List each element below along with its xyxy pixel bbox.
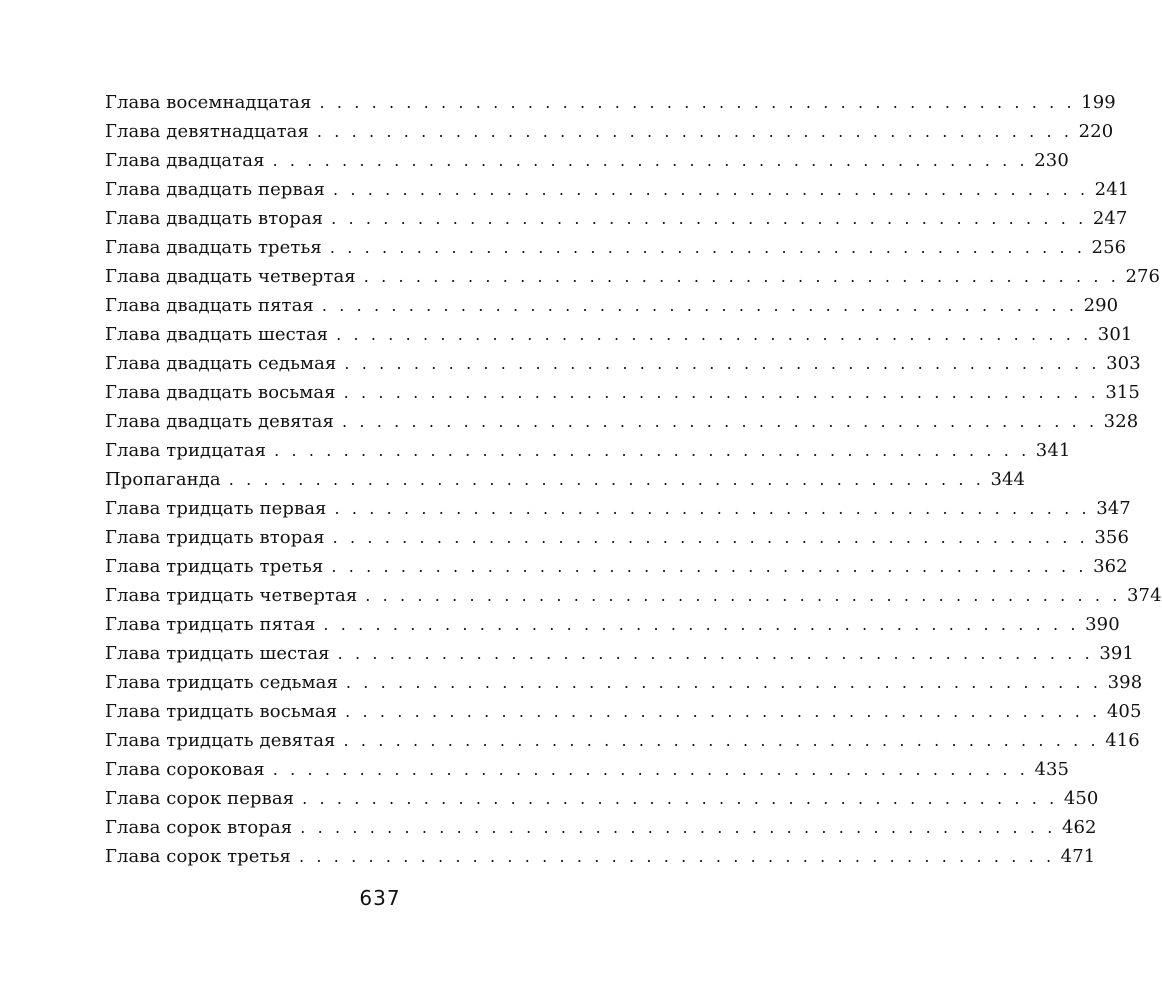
dot-leader: . . . . . . . . . . . . . . . . . . . . . . . . . . . . . . . . . . . . . . . . . . . . <box>331 557 1088 576</box>
toc-entry-page: 405 <box>1106 701 1142 722</box>
toc-entry-page: 220 <box>1078 121 1114 142</box>
toc-entry[interactable] <box>105 494 1131 523</box>
toc-entry-page: 303 <box>1106 353 1141 374</box>
toc-entry[interactable] <box>105 842 1096 871</box>
toc-entry-title: Глава двадцать восьмая <box>105 382 336 403</box>
toc-entry-page: 390 <box>1085 614 1120 635</box>
page-number: 637 <box>359 886 401 910</box>
dot-leader: . . . . . . . . . . . . . . . . . . . . . . . . . . . . . . . . . . . . . . . . . . . . <box>334 499 1091 518</box>
dot-leader: . . . . . . . . . . . . . . . . . . . . . . . . . . . . . . . . . . . . . . . . . . . . <box>345 673 1102 692</box>
toc-entry-page: 241 <box>1094 179 1130 200</box>
toc-entry-page: 341 <box>1035 440 1071 461</box>
toc-entry-page: 344 <box>990 469 1026 490</box>
toc-entry-page: 398 <box>1107 672 1143 693</box>
dot-leader: . . . . . . . . . . . . . . . . . . . . . . . . . . . . . . . . . . . . . . . . . . . . <box>332 528 1089 547</box>
toc-entry-page: 356 <box>1094 527 1130 548</box>
toc-entry-page: 328 <box>1103 411 1139 432</box>
toc-entry-title: Глава тридцать вторая <box>105 527 325 548</box>
toc-entry-title: Пропаганда <box>105 469 221 490</box>
toc-entry[interactable] <box>105 668 1143 697</box>
toc-entry-page: 362 <box>1093 556 1128 577</box>
toc-entry[interactable] <box>105 813 1097 842</box>
toc-entry[interactable] <box>105 465 1026 494</box>
dot-leader: . . . . . . . . . . . . . . . . . . . . . . . . . . . . . . . . . . . . . . . . . . . . <box>341 412 1098 431</box>
toc-entry-page: 391 <box>1099 643 1134 664</box>
toc-entry-page: 290 <box>1083 295 1119 316</box>
toc-entry-title: Глава двадцать пятая <box>105 295 314 316</box>
toc-entry-title: Глава тридцать шестая <box>105 643 330 664</box>
toc-entry-page: 230 <box>1034 150 1069 171</box>
dot-leader: . . . . . . . . . . . . . . . . . . . . . . . . . . . . . . . . . . . . . . . . . . . . <box>302 789 1058 808</box>
dot-leader: . . . . . . . . . . . . . . . . . . . . . . . . . . . . . . . . . . . . . . . . . . . . <box>336 325 1092 344</box>
dot-leader: . . . . . . . . . . . . . . . . . . . . . . . . . . . . . . . . . . . . . . . . . . . . <box>329 238 1086 257</box>
toc-entry-page: 347 <box>1096 498 1131 519</box>
dot-leader: . . . . . . . . . . . . . . . . . . . . . . . . . . . . . . . . . . . . . . . . . . . . <box>274 441 1030 460</box>
toc-entry-page: 450 <box>1063 788 1099 809</box>
dot-leader: . . . . . . . . . . . . . . . . . . . . . . . . . . . . . . . . . . . . . . . . . . . . <box>228 470 985 489</box>
dot-leader: . . . . . . . . . . . . . . . . . . . . . . . . . . . . . . . . . . . . . . . . . . . . <box>343 731 1100 750</box>
toc-entry-page: 374 <box>1126 585 1162 606</box>
toc-entry-page: 416 <box>1105 730 1140 751</box>
toc-entry[interactable] <box>105 320 1133 349</box>
toc-entry-title: Глава сорок первая <box>105 788 295 809</box>
toc-entry[interactable] <box>105 378 1140 407</box>
toc-entry-title: Глава двадцать третья <box>105 237 322 258</box>
toc-entry[interactable] <box>105 407 1139 436</box>
toc-entry-page: 247 <box>1092 208 1128 229</box>
toc-entry-title: Глава двадцать шестая <box>105 324 329 345</box>
toc-entry-title: Глава тридцать пятая <box>105 614 316 635</box>
toc-entry[interactable] <box>105 639 1134 668</box>
dot-leader: . . . . . . . . . . . . . . . . . . . . . . . . . . . . . . . . . . . . . . . . . . . . <box>363 267 1120 286</box>
dot-leader: . . . . . . . . . . . . . . . . . . . . . . . . . . . . . . . . . . . . . . . . . . . . <box>272 151 1029 170</box>
toc-entry[interactable] <box>105 233 1127 262</box>
toc-entry-title: Глава тридцать восьмая <box>105 701 338 722</box>
toc-entry-title: Глава тридцать девятая <box>105 730 336 751</box>
toc-entry-title: Глава двадцать первая <box>105 179 325 200</box>
dot-leader: . . . . . . . . . . . . . . . . . . . . . . . . . . . . . . . . . . . . . . . . . . . . <box>321 296 1078 315</box>
dot-leader: . . . . . . . . . . . . . . . . . . . . . . . . . . . . . . . . . . . . . . . . . . . . <box>337 644 1094 663</box>
toc-entry[interactable] <box>105 581 1162 610</box>
toc-entry-title: Глава тридцатая <box>105 440 267 461</box>
toc-entry-title: Глава двадцатая <box>105 150 265 171</box>
toc-entry[interactable] <box>105 726 1140 755</box>
toc-entry[interactable] <box>105 436 1071 465</box>
toc-entry-title: Глава двадцать девятая <box>105 411 334 432</box>
table-of-contents <box>105 88 1162 871</box>
toc-entry[interactable] <box>105 204 1128 233</box>
toc-entry-page: 315 <box>1105 382 1140 403</box>
toc-entry-page: 435 <box>1034 759 1070 780</box>
toc-entry[interactable] <box>105 262 1161 291</box>
toc-entry-page: 462 <box>1061 817 1097 838</box>
toc-entry-title: Глава девятнадцатая <box>105 121 309 142</box>
dot-leader: . . . . . . . . . . . . . . . . . . . . . . . . . . . . . . . . . . . . . . . . . . . . <box>316 122 1073 141</box>
dot-leader: . . . . . . . . . . . . . . . . . . . . . . . . . . . . . . . . . . . . . . . . . . . . <box>344 354 1101 373</box>
toc-entry[interactable] <box>105 175 1130 204</box>
toc-entry[interactable] <box>105 349 1141 378</box>
dot-leader: . . . . . . . . . . . . . . . . . . . . . . . . . . . . . . . . . . . . . . . . . . . . <box>332 180 1089 199</box>
toc-entry[interactable] <box>105 146 1069 175</box>
dot-leader: . . . . . . . . . . . . . . . . . . . . . . . . . . . . . . . . . . . . . . . . . . . . <box>365 586 1121 605</box>
toc-entry-title: Глава сорок третья <box>105 846 291 867</box>
toc-entry-title: Глава тридцать третья <box>105 556 324 577</box>
toc-entry-page: 199 <box>1081 92 1116 113</box>
dot-leader: . . . . . . . . . . . . . . . . . . . . . . . . . . . . . . . . . . . . . . . . . . . . <box>298 847 1055 866</box>
toc-entry-title: Глава сорок вторая <box>105 817 293 838</box>
toc-entry-title: Глава сороковая <box>105 759 265 780</box>
toc-entry-title: Глава тридцать седьмая <box>105 672 338 693</box>
toc-entry[interactable] <box>105 117 1114 146</box>
toc-entry-page: 256 <box>1091 237 1127 258</box>
dot-leader: . . . . . . . . . . . . . . . . . . . . . . . . . . . . . . . . . . . . . . . . . . . . <box>300 818 1056 837</box>
toc-entry-title: Глава двадцать вторая <box>105 208 324 229</box>
toc-entry[interactable] <box>105 697 1142 726</box>
toc-entry-page: 301 <box>1097 324 1133 345</box>
toc-entry-page: 276 <box>1125 266 1161 287</box>
toc-entry[interactable] <box>105 88 1116 117</box>
toc-entry-title: Глава двадцать седьмая <box>105 353 337 374</box>
toc-entry-title: Глава тридцать четвертая <box>105 585 358 606</box>
dot-leader: . . . . . . . . . . . . . . . . . . . . . . . . . . . . . . . . . . . . . . . . . . . . <box>272 760 1029 779</box>
toc-entry[interactable] <box>105 552 1128 581</box>
dot-leader: . . . . . . . . . . . . . . . . . . . . . . . . . . . . . . . . . . . . . . . . . . . . <box>343 383 1100 402</box>
toc-entry-title: Глава двадцать четвертая <box>105 266 356 287</box>
toc-entry[interactable] <box>105 523 1130 552</box>
toc-entry[interactable] <box>105 610 1120 639</box>
toc-entry[interactable] <box>105 291 1119 320</box>
toc-entry-title: Глава тридцать первая <box>105 498 327 519</box>
toc-entry-page: 471 <box>1060 846 1096 867</box>
dot-leader: . . . . . . . . . . . . . . . . . . . . . . . . . . . . . . . . . . . . . . . . . . . . <box>319 93 1076 112</box>
dot-leader: . . . . . . . . . . . . . . . . . . . . . . . . . . . . . . . . . . . . . . . . . . . . <box>331 209 1087 228</box>
dot-leader: . . . . . . . . . . . . . . . . . . . . . . . . . . . . . . . . . . . . . . . . . . . . <box>345 702 1101 721</box>
toc-entry[interactable] <box>105 755 1070 784</box>
toc-entry-title: Глава восемнадцатая <box>105 92 312 113</box>
dot-leader: . . . . . . . . . . . . . . . . . . . . . . . . . . . . . . . . . . . . . . . . . . . . <box>323 615 1080 634</box>
toc-entry[interactable] <box>105 784 1099 813</box>
